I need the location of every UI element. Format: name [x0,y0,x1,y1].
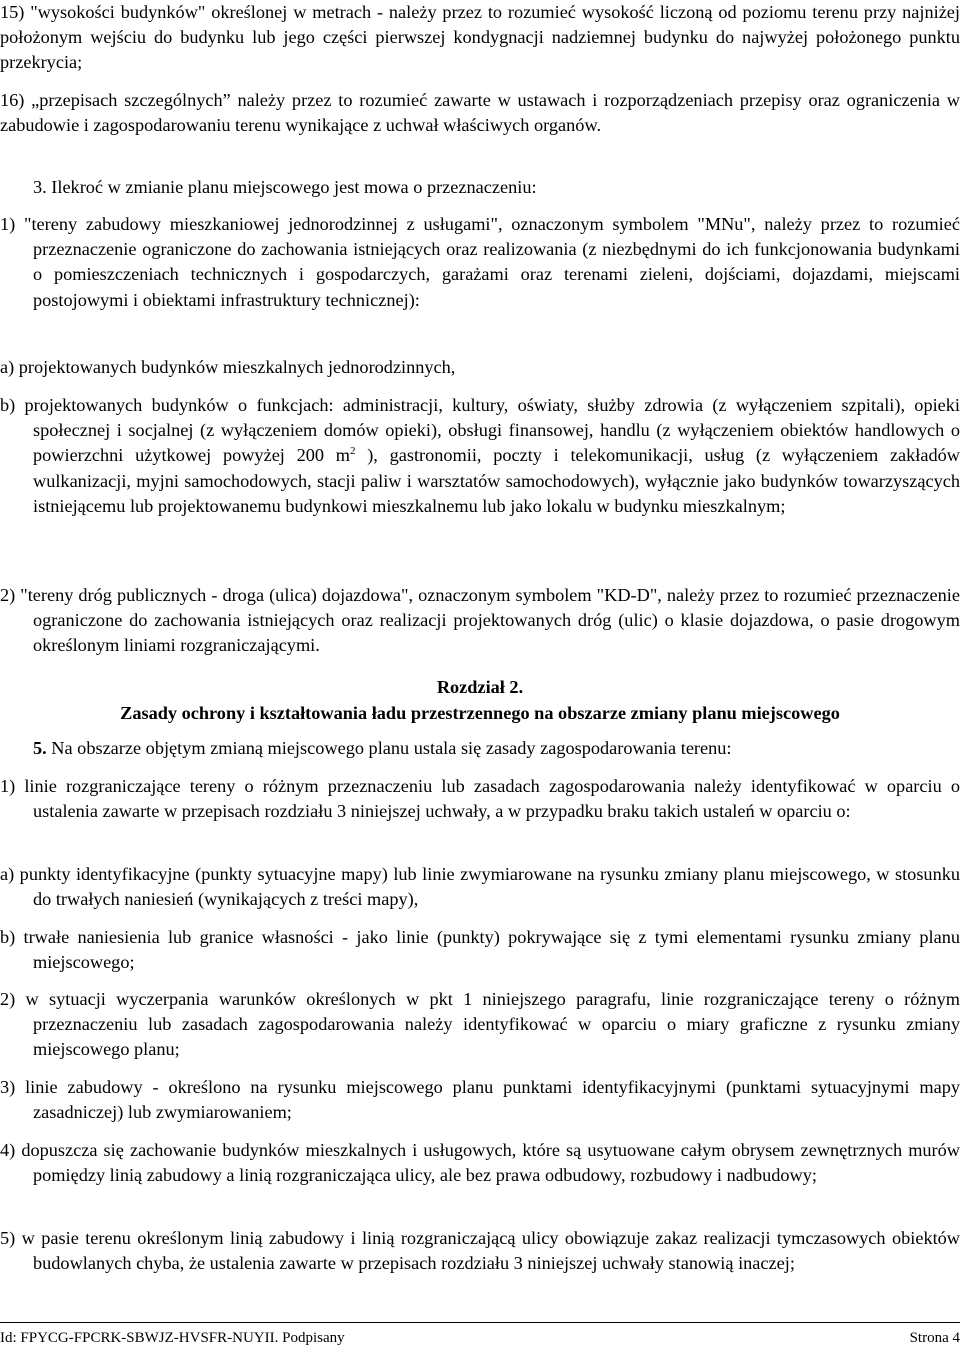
paragraph-text: 2) "tereny dróg publicznych - droga (ulica) dojazdowa", oznaczonym symbolem "KD-D", należy przez to rozumieć przeznaczenie ograniczone do zachowania istniejących oraz realizacji projektowanych dróg (ulic) o klasie dojazdowa, o pasie drogowym określonym liniami rozgraniczającymi. [0,585,960,656]
section-5-item-1 [0,774,960,824]
paragraph-text: Na obszarze objętym zmianą miejscowego planu ustala się zasady zagospodarowania terenu: [46,738,732,758]
superscript: 2 [349,445,356,458]
paragraph-text: 1) "tereny zabudowy mieszkaniowej jednorodzinnej z usługami", oznaczonym symbolem "MNu", należy przez to rozumieć przeznaczenie ograniczone do zachowania istniejących oraz realizowania (z niezbędnymi do ich funkcjonowania budynkami o pomieszczeniach technicznych i gospodarczych, garażami oraz terenami zieleni, dojściami, dojazdami, miejscami postojowymi i obiektami infrastruktury technicznej): [0,214,960,310]
section-5-item-1b [0,925,960,975]
paragraph-text: 3) linie zabudowy - określono na rysunku miejscowego planu punktami identyfikacyjnymi (punktami sytuacyjnymi mapy zasadniczej) lub zwymiarowaniem; [0,1077,960,1123]
chapter-subtitle: Zasady ochrony i kształtowania ładu przestrzennego na obszarze zmiany planu miejscowego [120,703,840,723]
paragraph-text: b) trwałe naniesienia lub granice własności - jako linie (punkty) pokrywające się z tymi elementami rysunku zmiany planu miejscowego; [0,927,960,973]
chapter-title: Rozdział 2. [436,677,524,697]
page-footer [0,1328,960,1348]
paragraph-text: 2) w sytuacji wyczerpania warunków określonych w pkt 1 niniejszego paragrafu, linie rozgraniczające tereny o różnym przeznaczeniu lub zasadach zagospodarowania należy identyfikować w oparciu o miary graficzne z rysunku zmiany miejscowego planu; [0,989,960,1060]
section-5-intro [0,736,960,761]
paragraph-text: ), gastronomii, poczty i telekomunikacji, usług (z wyłączeniem zakładów wulkanizacji, myjni samochodowych, stacji paliw i warsztatów samochodowych), wyłącznie jako budynków towarzyszących istniejącemu lub projektowanemu budynkowi mieszkalnemu lub jako lokalu w budynku mieszkalnym; [33,445,960,516]
paragraph-text: 15) "wysokości budynków" określonej w metrach - należy przez to rozumieć wysokość liczoną od poziomu terenu przy najniżej położonym wejściu do budynku lub jego części pierwszej kondygnacji nadziemnej budynku do najwyżej położonego punktu przekrycia; [0,2,960,73]
document-id: Id: FPYCG-FPCRK-SBWJZ-HVSFR-NUYII. Podpisany [0,1330,345,1346]
paragraph-text: 5) w pasie terenu określonym linią zabudowy i linią rozgraniczającą ulicy obowiązuje zakaz realizacji tymczasowych obiektów budowlanych chyba, że ustalenia zawarte w przepisach rozdziału 3 niniejszej uchwały stanowią inaczej; [0,1228,960,1274]
page-number: Strona 4 [909,1330,960,1346]
section-5-item-3 [0,1075,960,1125]
section-3-item-1 [0,212,960,313]
section-5-item-2 [0,987,960,1063]
section-3-item-1b [0,393,960,519]
section-5-item-4 [0,1138,960,1188]
paragraph-text: 16) „przepisach szczególnych” należy przez to rozumieć zawarte w ustawach i rozporządzeniach przepisy oraz ograniczenia w zabudowie i zagospodarowaniu terenu wynikające z uchwał właściwych organów. [0,90,960,136]
section-5-item-1a [0,862,960,912]
paragraph-text: b) projektowanych budynków o funkcjach: administracji, kultury, oświaty, służby zdrowia (z wyłączeniem szpitali), opieki społecznej i socjalnej (z wyłączeniem domów opieki), obsługi finansowej, handlu (z wyłączeniem obiektów handlowych o powierzchni użytkowej powyżej 200 m [0,395,960,466]
paragraph-text: a) projektowanych budynków mieszkalnych jednorodzinnych, [0,357,456,377]
item-16 [0,88,960,138]
footer-divider [0,1322,960,1323]
paragraph-text: 4) dopuszcza się zachowanie budynków mieszkalnych i usługowych, które są usytuowane całym obrysem zewnętrznych murów pomiędzy linią zabudowy a linią rozgraniczająca ulicy, ale bez prawa odbudowy, rozbudowy i nadbudowy; [0,1140,960,1186]
section-5-item-5 [0,1226,960,1276]
section-3-item-2 [0,583,960,659]
section-number: 5. [33,738,47,758]
paragraph-text: 1) linie rozgraniczające tereny o różnym przeznaczeniu lub zasadach zagospodarowania należy identyfikować w oparciu o ustalenia zawarte w przepisach rozdziału 3 niniejszej uchwały, a w przypadku braku takich ustaleń w oparciu o: [0,776,960,822]
paragraph-text: a) punkty identyfikacyjne (punkty sytuacyjne mapy) lub linie zwymiarowane na rysunku zmiany planu miejscowego, w stosunku do trwałych naniesień (wynikających z treści mapy), [0,864,960,910]
paragraph-text: 3. Ilekroć w zmianie planu miejscowego jest mowa o przeznaczeniu: [33,177,537,197]
item-15 [0,0,960,76]
section-3-item-1a [0,355,960,380]
section-3-intro [0,175,960,200]
